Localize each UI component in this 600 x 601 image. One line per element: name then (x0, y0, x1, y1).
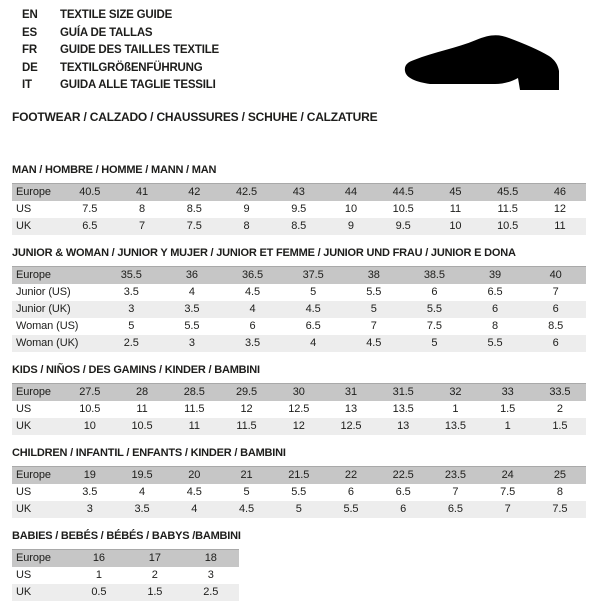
size-cell: 46 (553, 185, 566, 198)
size-cell: 23.5 (444, 468, 466, 481)
size-cell: 18 (204, 551, 217, 564)
size-cell: 10.5 (392, 202, 414, 215)
size-cell: 3.5 (134, 502, 150, 515)
size-cell: 4.5 (245, 285, 261, 298)
size-cell: 1.5 (147, 585, 163, 598)
size-cell: 6.5 (487, 285, 503, 298)
size-cell: 1.5 (552, 419, 568, 432)
row-label: Woman (UK) (16, 336, 79, 349)
size-cell: 4 (249, 302, 256, 315)
size-cell: 31 (344, 385, 357, 398)
dress-shoe-icon (400, 33, 574, 97)
size-section-junior-woman (12, 247, 586, 352)
size-cell: 11.5 (236, 419, 257, 432)
size-cell: 1.5 (500, 402, 516, 415)
size-cell: 11 (188, 419, 200, 432)
language-title: TEXTILGRÖßENFÜHRUNG (60, 61, 203, 74)
size-cell: 6 (552, 336, 559, 349)
size-cell: 21 (240, 468, 253, 481)
table-title-children: CHILDREN / INFANTIL / ENFANTS / KINDER / BAMBINI (12, 446, 286, 459)
size-cell: 3 (128, 302, 135, 315)
size-cell: 5.5 (184, 319, 200, 332)
size-cell: 40 (549, 268, 562, 281)
table-title-kids: KIDS / NIÑOS / DES GAMINS / KINDER / BAMBINI (12, 363, 260, 376)
language-title: GUÍA DE TALLAS (60, 26, 153, 39)
size-cell: 43 (292, 185, 305, 198)
size-cell: 16 (92, 551, 105, 564)
size-cell: 12.5 (340, 419, 362, 432)
size-cell: 6.5 (82, 219, 98, 232)
language-row (12, 7, 586, 25)
row-label: US (16, 485, 32, 498)
language-code: DE (22, 61, 38, 74)
size-cell: 13 (397, 419, 410, 432)
size-cell: 5.5 (343, 502, 359, 515)
size-cell: 12 (292, 419, 305, 432)
size-cell: 2 (556, 402, 563, 415)
size-cell: 8 (556, 485, 563, 498)
size-cell: 5 (431, 336, 438, 349)
size-cell: 9.5 (291, 202, 307, 215)
size-cell: 45.5 (497, 185, 519, 198)
size-cell: 11 (136, 402, 148, 415)
size-cell: 5.5 (426, 302, 442, 315)
size-cell: 36.5 (242, 268, 264, 281)
size-cell: 4.5 (238, 502, 254, 515)
size-table-children (12, 466, 586, 518)
size-cell: 3 (207, 568, 214, 581)
size-table-kids (12, 383, 586, 435)
size-cell: 13 (344, 402, 357, 415)
size-cell: 10.5 (497, 219, 519, 232)
size-cell: 4 (138, 485, 146, 498)
table-row (12, 335, 586, 352)
size-cell: 10.5 (131, 419, 153, 432)
size-cell: 8 (492, 319, 499, 332)
row-label: UK (16, 219, 32, 232)
size-cell: 25 (553, 468, 566, 481)
row-label: Europe (16, 551, 51, 564)
size-cell: 5.5 (366, 285, 382, 298)
size-cell: 10 (83, 419, 96, 432)
row-label: US (16, 402, 32, 415)
size-cell: 6.5 (447, 502, 463, 515)
size-cell: 9 (347, 219, 354, 232)
row-label: UK (16, 502, 32, 515)
size-cell: 0.5 (91, 585, 107, 598)
size-cell: 4 (191, 502, 198, 515)
size-cell: 41 (135, 185, 149, 198)
size-cell: 3.5 (245, 336, 261, 349)
size-cell: 39 (489, 268, 502, 281)
size-cell: 2 (151, 568, 158, 581)
size-cell: 19 (83, 468, 96, 481)
size-cell: 7 (552, 285, 559, 298)
size-cell: 17 (148, 551, 161, 564)
size-cell: 6 (492, 302, 499, 315)
size-cell: 21.5 (288, 468, 310, 481)
size-cell: 38.5 (423, 268, 445, 281)
size-cell: 44 (344, 185, 357, 198)
row-label: Woman (US) (16, 319, 79, 332)
size-table-junior-woman (12, 266, 586, 352)
size-cell: 3.5 (82, 485, 98, 498)
language-code: EN (22, 9, 38, 21)
table-title-babies: BABIES / BEBÉS / BÉBÉS / BABYS /BAMBINI (12, 529, 241, 542)
table-title-man: MAN / HOMBRE / HOMME / MANN / MAN (12, 163, 217, 176)
table-row (12, 201, 586, 218)
size-cell: 19.5 (131, 468, 153, 481)
size-cell: 8 (138, 202, 146, 215)
size-cell: 7 (504, 502, 511, 515)
table-row (12, 383, 586, 401)
size-cell: 7.5 (186, 219, 202, 232)
size-cell: 9.5 (395, 219, 411, 232)
size-cell: 6 (552, 302, 559, 315)
size-cell: 5.5 (487, 336, 503, 349)
size-cell: 7.5 (552, 502, 568, 515)
row-label: Europe (16, 268, 51, 281)
size-cell: 33.5 (549, 385, 571, 398)
size-cell: 6 (347, 485, 354, 498)
size-cell: 1 (95, 568, 102, 581)
size-cell: 12 (553, 202, 566, 215)
size-cell: 7.5 (426, 319, 442, 332)
row-label: UK (16, 585, 32, 598)
size-cell: 7.5 (500, 485, 516, 498)
size-cell: 5 (243, 485, 250, 498)
size-cell: 4.5 (366, 336, 382, 349)
size-cell: 22.5 (392, 468, 414, 481)
table-row (12, 266, 586, 284)
size-cell: 4.5 (186, 485, 202, 498)
language-title: TEXTILE SIZE GUIDE (60, 9, 173, 21)
size-cell: 31.5 (392, 385, 414, 398)
size-cell: 1 (504, 419, 511, 432)
row-label: Europe (16, 185, 51, 198)
size-cell: 4 (310, 336, 317, 349)
size-cell: 24 (501, 468, 514, 481)
row-label: UK (16, 419, 32, 432)
size-cell: 32 (449, 385, 462, 398)
size-cell: 1 (452, 402, 459, 415)
size-cell: 7.5 (82, 202, 98, 215)
size-cell: 4 (188, 285, 195, 298)
size-cell: 9 (243, 202, 250, 215)
table-row (12, 584, 239, 601)
category-line: FOOTWEAR / CALZADO / CHAUSSURES / SCHUHE / CALZATURE (12, 109, 378, 124)
size-cell: 13.5 (392, 402, 414, 415)
table-row (12, 301, 586, 318)
size-cell: 42.5 (235, 185, 257, 198)
table-row (12, 401, 586, 418)
size-cell: 6.5 (395, 485, 411, 498)
size-cell: 8.5 (186, 202, 202, 215)
size-section-kids (12, 364, 586, 435)
size-cell: 38 (367, 268, 380, 281)
size-cell: 8 (243, 219, 250, 232)
language-title: GUIDA ALLE TAGLIE TESSILI (60, 79, 216, 91)
size-cell: 3 (86, 502, 93, 515)
size-cell: 29.5 (235, 385, 257, 398)
size-cell: 5 (128, 319, 135, 332)
table-row (12, 466, 586, 484)
size-cell: 5 (295, 502, 302, 515)
size-cell: 42 (188, 185, 201, 198)
size-cell: 10 (449, 219, 462, 232)
size-cell: 13.5 (444, 419, 466, 432)
size-cell: 3.5 (184, 302, 200, 315)
size-cell: 5 (370, 302, 377, 315)
row-label: Junior (UK) (16, 302, 71, 315)
table-row (12, 318, 586, 335)
size-cell: 11.5 (184, 402, 205, 415)
size-cell: 45 (449, 185, 462, 198)
size-section-babies (12, 530, 586, 601)
size-cell: 10 (344, 202, 357, 215)
size-cell: 6 (431, 285, 438, 298)
size-cell: 10.5 (79, 402, 101, 415)
size-cell: 8.5 (291, 219, 307, 232)
table-row (12, 418, 586, 435)
size-table-man (12, 183, 586, 235)
size-section-children (12, 447, 586, 518)
row-label: Europe (16, 468, 51, 481)
size-cell: 6.5 (305, 319, 321, 332)
size-cell: 40.5 (79, 185, 101, 198)
table-row (12, 484, 586, 501)
size-section-man (12, 164, 586, 235)
size-cell: 30 (292, 385, 305, 398)
size-cell: 2.5 (203, 585, 219, 598)
table-row (12, 284, 586, 301)
table-row (12, 183, 586, 201)
size-cell: 35.5 (120, 268, 142, 281)
size-cell: 3 (188, 336, 195, 349)
size-cell: 22 (344, 468, 357, 481)
language-title: GUIDE DES TAILLES TEXTILE (60, 44, 219, 56)
size-cell: 2.5 (123, 336, 139, 349)
size-cell: 11.5 (497, 202, 518, 215)
size-cell: 33 (501, 385, 514, 398)
size-cell: 8.5 (548, 319, 564, 332)
size-cell: 7 (452, 485, 459, 498)
table-row (12, 501, 586, 518)
table-row (12, 218, 586, 235)
size-cell: 6 (249, 319, 256, 332)
size-cell: 28 (135, 385, 149, 398)
size-cell: 28.5 (183, 385, 205, 398)
size-cell: 11 (554, 219, 566, 232)
size-cell: 12 (240, 402, 253, 415)
size-cell: 11 (449, 202, 462, 215)
size-cell: 6 (400, 502, 407, 515)
size-cell: 27.5 (79, 385, 101, 398)
table-row (12, 567, 239, 584)
language-code: ES (22, 26, 37, 39)
size-cell: 5 (310, 285, 317, 298)
size-cell: 7 (138, 219, 146, 232)
language-code: IT (22, 79, 32, 91)
size-cell: 36 (185, 268, 198, 281)
size-cell: 44.5 (392, 185, 414, 198)
row-label: Junior (US) (16, 285, 71, 298)
size-table-babies (12, 549, 239, 601)
table-title-junior-woman: JUNIOR & WOMAN / JUNIOR Y MUJER / JUNIOR ET FEMME / JUNIOR UND FRAU / JUNIOR E DONA (12, 246, 516, 259)
language-code: FR (22, 44, 37, 56)
size-cell: 3.5 (123, 285, 139, 298)
size-cell: 37.5 (302, 268, 324, 281)
size-cell: 4.5 (305, 302, 321, 315)
size-cell: 5.5 (291, 485, 307, 498)
row-label: US (16, 568, 32, 581)
size-cell: 12.5 (288, 402, 310, 415)
size-cell: 7 (370, 319, 377, 332)
size-cell: 20 (188, 468, 201, 481)
table-row (12, 549, 239, 567)
row-label: US (16, 202, 32, 215)
row-label: Europe (16, 385, 51, 398)
